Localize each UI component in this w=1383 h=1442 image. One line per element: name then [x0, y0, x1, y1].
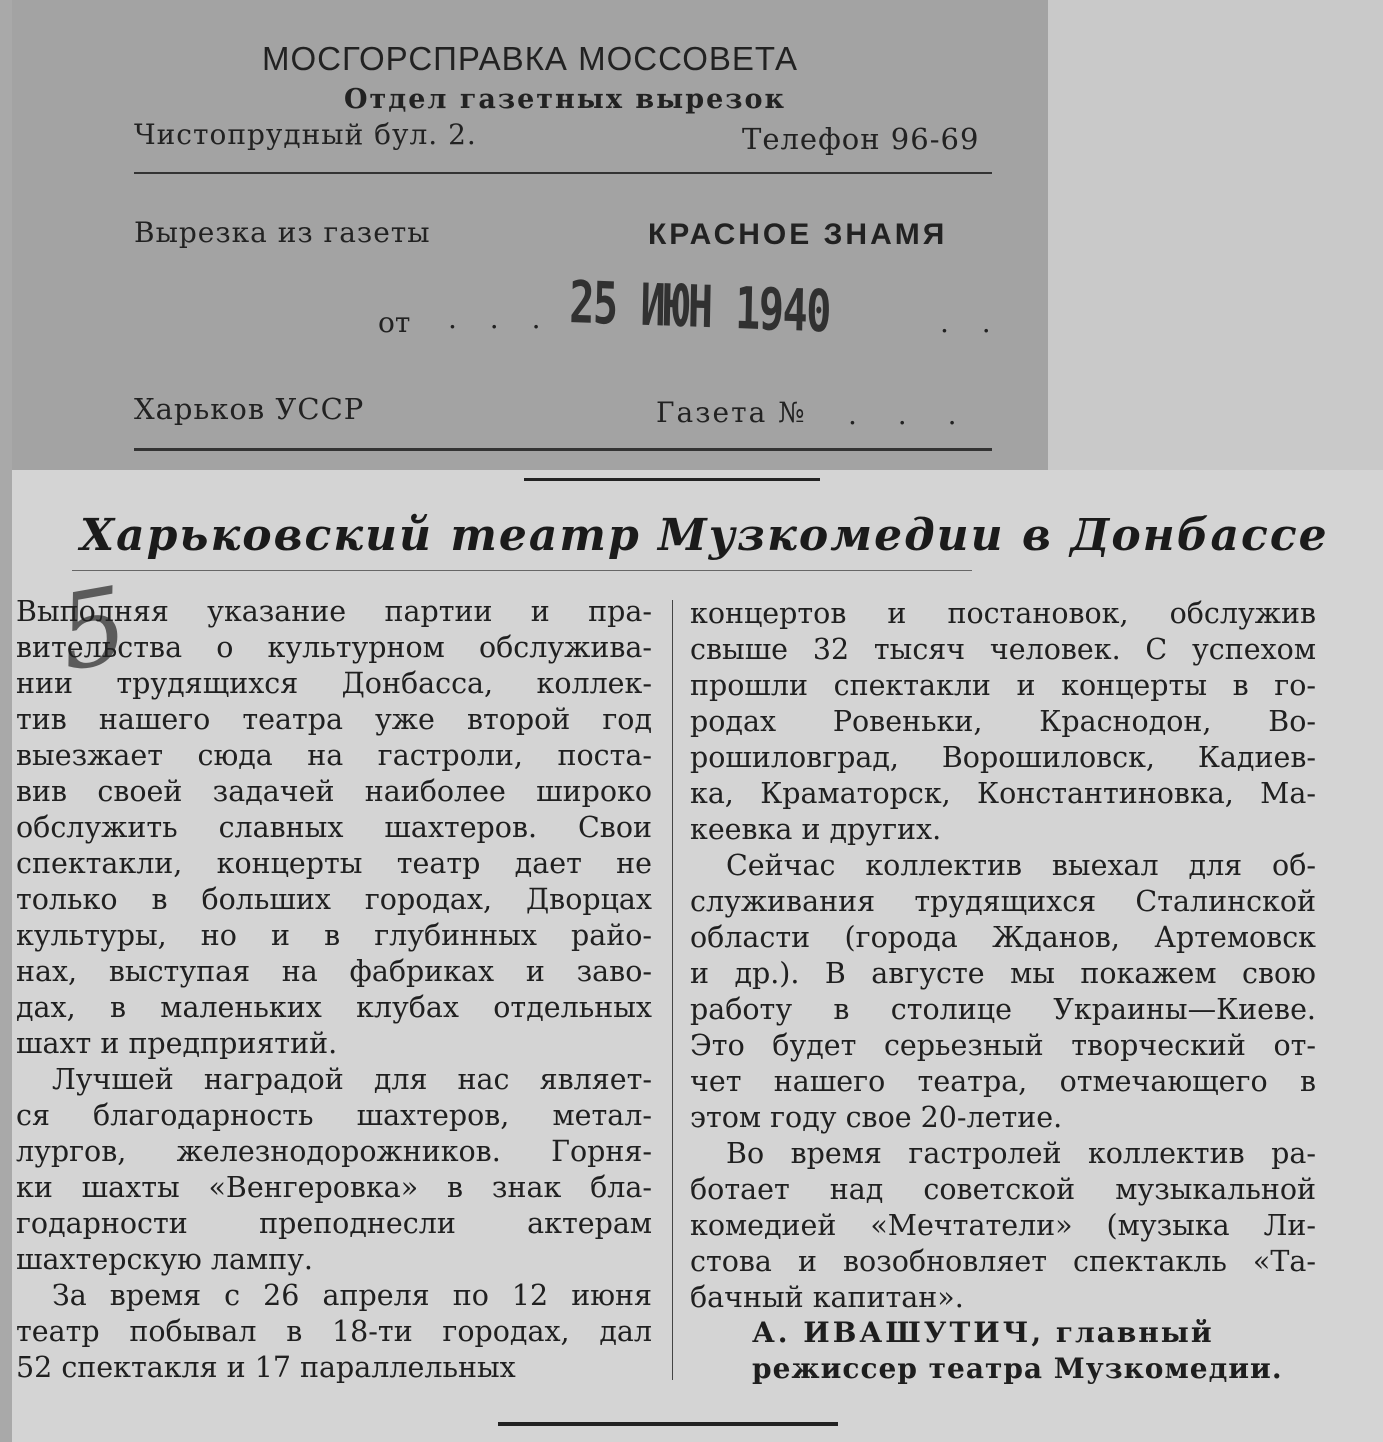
article-line: прошли спектакли и концерты в го- — [690, 669, 1316, 702]
article-line: За время с 26 апреля по 12 июня — [52, 1279, 652, 1312]
article-line: Это будет серьезный творческий от- — [690, 1029, 1316, 1062]
newspaper-name: КРАСНОЕ ЗНАМЯ — [648, 218, 948, 251]
article-line: вительства о культурном обслужива- — [16, 631, 652, 664]
scan-background — [1048, 0, 1383, 470]
article-line: спектакли, концерты театр дает не — [16, 847, 652, 880]
article-line: театр побывал в 18-ти городах, дал — [16, 1315, 652, 1348]
article-line: Выполняя указание партии и пра- — [16, 595, 652, 628]
article-line: шахт и предприятий. — [16, 1027, 338, 1060]
article-line: обслужить славных шахтеров. Свои — [16, 811, 652, 844]
department-name: Отдел газетных вырезок — [344, 84, 786, 115]
date-dots-trailing: . . — [940, 306, 1003, 339]
article-line: Сейчас коллектив выехал для об- — [726, 849, 1316, 882]
article-line: ботает над советской музыкальной — [690, 1173, 1316, 1206]
clipping-bottom-rule — [498, 1422, 838, 1426]
article-line: только в больших городах, Дворцах — [16, 883, 652, 916]
article-line: ся благодарность шахтеров, метал- — [16, 1099, 652, 1132]
article-line: нах, выступая на фабриках и заво- — [16, 955, 652, 988]
article-line: рошиловград, Ворошиловск, Кадиев- — [690, 741, 1316, 774]
scan-edge — [0, 0, 12, 1442]
article-line: годарности преподнесли актерам — [16, 1207, 652, 1240]
newspaper-number-dots: . . . — [848, 398, 973, 431]
header-bottom-rule — [134, 448, 992, 451]
article-line: ка, Краматорск, Константиновка, Ма- — [690, 777, 1316, 810]
author-role: режиссер театра Музкомедии. — [752, 1352, 1283, 1385]
article-line: тив нашего театра уже второй год — [16, 703, 652, 736]
article-line: этом году свое 20-летие. — [690, 1101, 1063, 1134]
newspaper-number-label: Газета № — [656, 396, 807, 429]
article-line: дах, в маленьких клубах отдельных — [16, 991, 652, 1024]
article-line: свыше 32 тысяч человек. С успехом — [690, 633, 1316, 666]
article-line: области (города Жданов, Артемовск — [690, 921, 1316, 954]
article-line: комедией «Мечтатели» (музыка Ли- — [690, 1209, 1316, 1242]
date-dots: . . . — [448, 302, 553, 335]
article-line: Лучшей наградой для нас являет- — [52, 1063, 652, 1096]
article-line: и др.). В августе мы покажем свою — [690, 957, 1316, 990]
clipping-bureau-header — [12, 0, 1048, 470]
header-rule — [134, 172, 992, 174]
clipping-top-rule — [524, 478, 820, 481]
bureau-name: МОСГОРСПРАВКА МОССОВЕТА — [262, 40, 798, 77]
bureau-address: Чистопрудный бул. 2. — [134, 118, 477, 151]
column-divider — [672, 600, 673, 1380]
cut-from-label: Вырезка из газеты — [134, 216, 431, 249]
article-line: нии трудящихся Донбасса, коллек- — [16, 667, 652, 700]
article-line: бачный капитан». — [690, 1281, 964, 1314]
article-line: Во время гастролей коллектив ра- — [726, 1137, 1316, 1170]
author-name: А. ИВАШУТИЧ, — [752, 1316, 1045, 1349]
article-line: ки шахты «Венгеровка» в знак бла- — [16, 1171, 652, 1204]
article-line: чет нашего театра, отмечающего в — [690, 1065, 1316, 1098]
article-line: кеевка и других. — [690, 813, 942, 846]
article-line: выезжает сюда на гастроли, поста- — [16, 739, 652, 772]
handwritten-mark: 5 — [49, 563, 137, 695]
article-line: служивания трудящихся Сталинской — [690, 885, 1316, 918]
article-title: Харьковский театр Музкомедии в Донбассе — [80, 510, 1329, 561]
article-line: шахтерскую лампу. — [16, 1243, 313, 1276]
article-line: родах Ровеньки, Краснодон, Во- — [690, 705, 1316, 738]
author-signature — [752, 1316, 1214, 1349]
article-line: стова и возобновляет спектакль «Та- — [690, 1245, 1316, 1278]
article-line: работу в столице Украины—Киеве. — [690, 993, 1316, 1026]
article-line: вив своей задачей наиболее широко — [16, 775, 652, 808]
article-column-right — [690, 596, 1316, 1314]
newspaper-clipping — [12, 470, 1383, 1442]
city-label: Харьков УССР — [134, 392, 365, 426]
title-underline — [72, 570, 972, 571]
article-line: культуры, но и в глубинных райо- — [16, 919, 652, 952]
date-stamp: 25 ИЮН 1940 — [568, 268, 831, 346]
author-title: главный — [1055, 1316, 1214, 1349]
article-line: концертов и постановок, обслужив — [690, 597, 1316, 630]
article-line: 52 спектакля и 17 параллельных — [16, 1351, 516, 1384]
bureau-phone: Телефон 96-69 — [742, 122, 980, 156]
date-label: от — [378, 306, 411, 339]
article-column-left — [16, 594, 652, 1394]
article-line: лургов, железнодорожников. Горня- — [16, 1135, 652, 1168]
